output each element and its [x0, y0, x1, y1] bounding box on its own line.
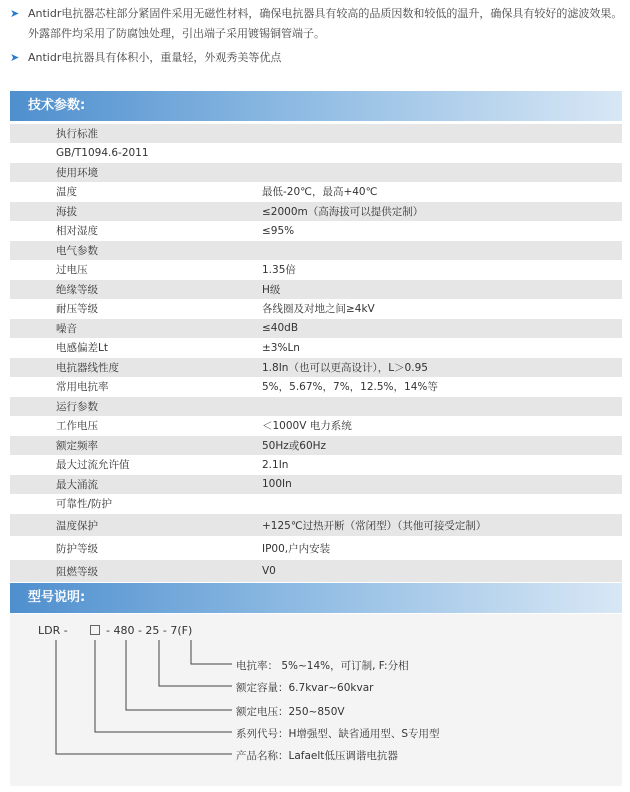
model-code-rest: - 480 - 25 - 7(F): [106, 624, 193, 637]
spec-row: [10, 475, 622, 495]
arrow-icon: ➤: [10, 51, 20, 64]
bracket-line: [159, 640, 232, 686]
intro-bullet: [10, 4, 625, 44]
model-desc-capacity: 额定容量：6.7kvar~60kvar: [236, 682, 374, 694]
model-diagram: [10, 614, 622, 786]
spec-label: 执行标准: [56, 127, 98, 140]
spec-row: [10, 241, 622, 261]
spec-value: ≤95%: [262, 224, 295, 237]
specs-section-title: 技术参数:: [10, 91, 622, 121]
spec-label: GB/T1094.6-2011: [56, 146, 149, 159]
spec-label: 阻燃等级: [56, 565, 98, 578]
spec-row: [10, 358, 622, 378]
spec-value: ≤2000m（高海拔可以提供定制）: [262, 205, 424, 218]
spec-value: 2.1In: [262, 458, 289, 471]
spec-label: 最大涌流: [56, 478, 98, 491]
spec-row: [10, 124, 622, 144]
spec-value: 1.8In（也可以更高设计），L＞0.95: [262, 361, 428, 374]
bracket-line: [56, 640, 232, 754]
model-desc-product: 产品名称：Lafaelt低压调谐电抗器: [236, 750, 398, 762]
spec-label: 海拔: [56, 205, 77, 218]
spec-row: [10, 560, 622, 583]
spec-row: [10, 163, 622, 183]
spec-value: 50Hz或60Hz: [262, 439, 327, 452]
spec-row: [10, 436, 622, 456]
spec-value: ±3%Ln: [262, 341, 300, 354]
spec-row: [10, 495, 622, 515]
spec-label: 使用环境: [56, 166, 98, 179]
spec-label: 防护等级: [56, 542, 98, 555]
spec-row: [10, 456, 622, 476]
spec-row: [10, 537, 622, 560]
spec-row: [10, 319, 622, 339]
intro-bullet: [10, 48, 625, 68]
spec-label: 工作电压: [56, 420, 98, 433]
model-section-title: 型号说明:: [10, 583, 622, 613]
spec-value: 各线圈及对地之间≥4kV: [262, 303, 375, 316]
spec-value: 5%，5.67%，7%，12.5%，14%等: [262, 381, 438, 394]
spec-value: ＜1000V 电力系统: [262, 420, 352, 433]
spec-label: 温度: [56, 186, 77, 199]
spec-value: V0: [262, 565, 276, 577]
spec-label: 过电压: [56, 264, 88, 277]
spec-row: [10, 339, 622, 359]
spec-label: 最大过流允许值: [56, 459, 130, 472]
spec-label: 额定频率: [56, 439, 98, 452]
spec-row: [10, 417, 622, 437]
spec-label: 电感偏差Lt: [56, 342, 108, 355]
spec-label: 相对湿度: [56, 225, 98, 238]
arrow-icon: ➤: [10, 7, 20, 20]
spec-row: [10, 514, 622, 537]
spec-value: IP00,户内安装: [262, 542, 331, 555]
bracket-line: [191, 640, 232, 664]
spec-label: 耐压等级: [56, 303, 98, 316]
spec-row: [10, 300, 622, 320]
spec-label: 常用电抗率: [56, 381, 109, 394]
model-code-prefix: LDR -: [38, 624, 68, 637]
bullet-text: Antidr电抗器具有体积小，重量轻，外观秀美等优点: [28, 51, 282, 64]
spec-value: +125℃过热开断（常闭型）（其他可接受定制）: [262, 519, 487, 532]
spec-row: [10, 397, 622, 417]
intro-bullets: [10, 4, 625, 68]
spec-row: [10, 144, 622, 164]
bullet-text: Antidr电抗器芯柱部分紧固件采用无磁性材料，确保电抗器具有较高的品质因数和较低的温升，确保具有较好的滤波效果。外露部件均采用了防腐蚀处理，引出端子采用镀锡铜管端子。: [28, 7, 623, 40]
spec-label: 可靠性/防护: [56, 498, 113, 511]
spec-row: [10, 202, 622, 222]
spec-label: 运行参数: [56, 400, 98, 413]
bracket-line: [126, 640, 232, 710]
spec-row: [10, 222, 622, 242]
spec-value: 最低-20℃，最高+40℃: [262, 186, 378, 199]
spec-label: 电抗器线性度: [56, 361, 119, 374]
spec-row: [10, 378, 622, 398]
spec-table: [10, 124, 622, 583]
spec-row: [10, 261, 622, 281]
model-desc-series: 系列代号：H增强型、缺省通用型、S专用型: [236, 728, 440, 740]
model-desc-voltage: 额定电压：250~850V: [236, 706, 345, 718]
spec-value: H级: [262, 283, 281, 296]
spec-label: 绝缘等级: [56, 283, 98, 296]
spec-value: 1.35倍: [262, 264, 296, 277]
spec-label: 噪音: [56, 322, 77, 335]
model-desc-reactance: 电抗率： 5%~14%，可订制, F:分相: [236, 660, 409, 672]
spec-value: 100In: [262, 478, 292, 491]
spec-row: [10, 280, 622, 300]
spec-label: 温度保护: [56, 519, 98, 532]
spec-value: ≤40dB: [262, 322, 299, 335]
spec-row: [10, 183, 622, 203]
spec-label: 电气参数: [56, 244, 98, 257]
